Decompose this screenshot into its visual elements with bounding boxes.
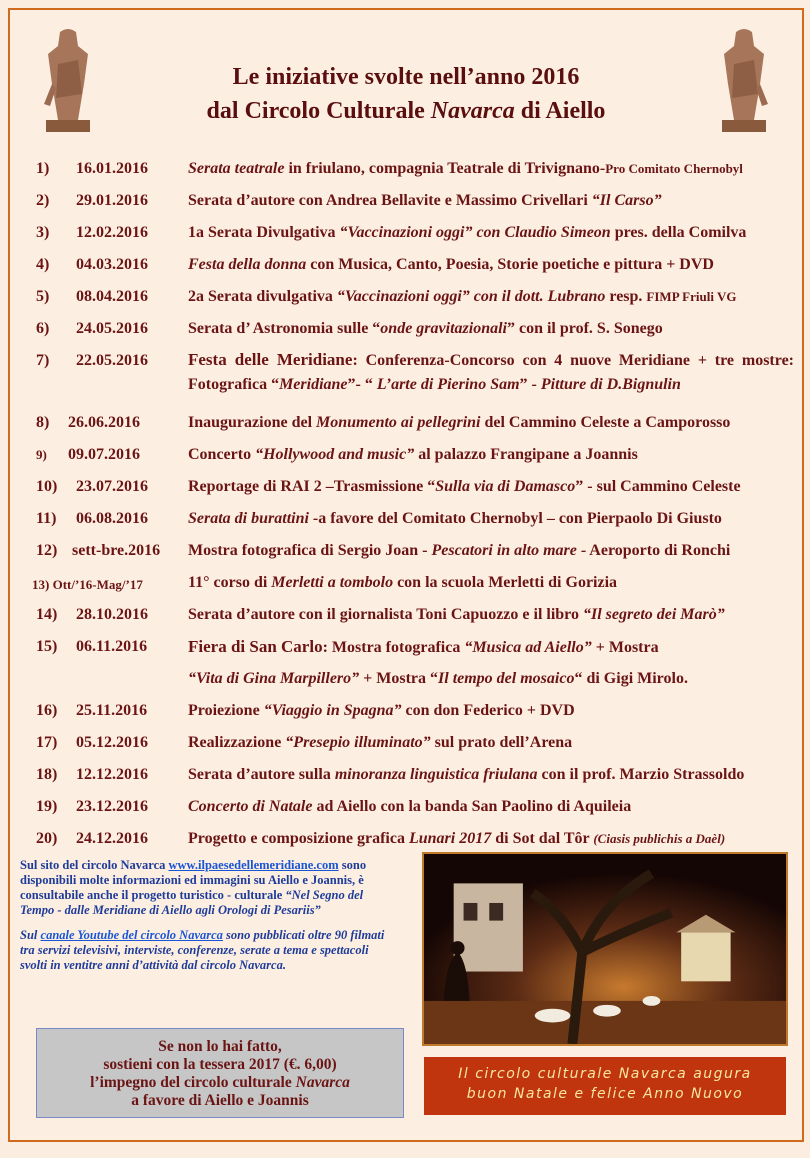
event-number: 16) (36, 702, 58, 719)
greeting-line-2: buon Natale e felice Anno Nuovo (466, 1086, 744, 1102)
event-row (20, 570, 794, 602)
event-description: Concerto “Hollywood and music” al palazzo Frangipane a Joannis (188, 446, 638, 463)
event-number: 19) (36, 798, 58, 815)
event-row (20, 730, 794, 762)
event-date: 04.03.2016 (76, 256, 148, 273)
event-row (20, 348, 794, 410)
event-date: 24.05.2016 (76, 320, 148, 337)
event-number: 10) (36, 478, 58, 495)
event-row (20, 220, 794, 252)
membership-line-1: Se non lo hai fatto, (158, 1038, 282, 1055)
event-date: 23.07.2016 (76, 478, 148, 495)
membership-line-2: sostieni con la tessera 2017 (€. 6,00) (103, 1056, 337, 1073)
event-row (20, 794, 794, 826)
event-row (20, 410, 794, 442)
event-row (20, 442, 794, 474)
event-row (20, 156, 794, 188)
event-description: Serata d’autore con il giornalista Toni Capuozzo e il libro “Il segreto dei Marò” (188, 606, 725, 623)
event-number: 9) (36, 447, 47, 462)
membership-line-4: a favore di Aiello e Joannis (131, 1092, 309, 1109)
event-date: 24.12.2016 (76, 830, 148, 847)
membership-box (36, 1028, 404, 1118)
event-date: 12.02.2016 (76, 224, 148, 241)
page-title (10, 60, 802, 128)
event-description: Serata di burattini -a favore del Comitato Chernobyl – con Pierpaolo Di Giusto (188, 510, 722, 527)
event-number: 14) (36, 606, 58, 623)
event-description: 1a Serata Divulgativa “Vaccinazioni oggi” con Claudio Simeon pres. della Comilva (188, 224, 747, 241)
event-date: 28.10.2016 (76, 606, 148, 623)
event-description: Serata d’ Astronomia sulle “onde gravitazionali” con il prof. S. Sonego (188, 320, 663, 337)
event-date: 29.01.2016 (76, 192, 148, 209)
info-block (20, 858, 390, 983)
greeting-box (424, 1057, 786, 1115)
title-line-1: Le iniziative svolte nell’anno 2016 (232, 64, 580, 90)
event-description: Proiezione “Viaggio in Spagna” con don Federico + DVD (188, 702, 575, 719)
event-row (20, 762, 794, 794)
event-row (20, 506, 794, 538)
event-row (20, 538, 794, 570)
event-description: Serata d’autore sulla minoranza linguistica friulana con il prof. Marzio Strassoldo (188, 766, 745, 783)
membership-line-3: l’impegno del circolo culturale Navarca (90, 1074, 350, 1091)
event-date: 06.08.2016 (76, 510, 148, 527)
event-date: 08.04.2016 (76, 288, 148, 305)
event-description: Concerto di Natale ad Aiello con la banda San Paolino di Aquileia (188, 798, 632, 815)
info-youtube-paragraph: Sul canale Youtube del circolo Navarca sono pubblicati oltre 90 filmati tra servizi televisivi, interviste, conferenze, serate a tema e spettacoli svolti in ventitre anni d’attività dal circolo Navarca. (20, 928, 385, 972)
project-title: “Nel Segno del Tempo - dalle Meridiane di Aiello agli Orologi di Pesariis” (20, 888, 364, 917)
event-number: 4) (36, 256, 50, 273)
event-number: 18) (36, 766, 58, 783)
event-number: 11) (36, 510, 57, 527)
event-date: 16.01.2016 (76, 160, 148, 177)
event-row (20, 252, 794, 284)
event-date: 25.11.2016 (76, 702, 148, 719)
events-list (20, 156, 794, 858)
website-link[interactable]: www.ilpaesedellemeridiane.com (168, 858, 339, 872)
event-description: Reportage di RAI 2 –Trasmissione “Sulla via di Damasco” - sul Cammino Celeste (188, 478, 741, 495)
event-number: 3) (36, 224, 50, 241)
event-description: Festa della donna con Musica, Canto, Poesia, Storie poetiche e pittura + DVD (188, 256, 714, 273)
event-description: Inaugurazione del Monumento ai pellegrini del Cammino Celeste a Camporosso (188, 414, 731, 431)
event-description: Fiera di San Carlo: Mostra fotografica “Musica ad Aiello” + Mostra (188, 637, 659, 656)
event-row (20, 188, 794, 220)
title-name: Navarca (430, 98, 515, 124)
event-description: Serata teatrale in friulano, compagnia Teatrale di Trivignano-Pro Comitato Chernobyl (188, 160, 743, 177)
event-date: sett-bre.2016 (72, 542, 161, 559)
event-row (20, 284, 794, 316)
event-number: 5) (36, 288, 50, 305)
event-date: 22.05.2016 (76, 352, 148, 369)
event-description: 2a Serata divulgativa “Vaccinazioni oggi” con il dott. Lubrano resp. FIMP Friuli VG (188, 288, 737, 305)
event-number: 15) (36, 638, 58, 655)
event-number: 8) (36, 414, 50, 431)
event-description: Serata d’autore con Andrea Bellavite e Massimo Crivellari “Il Carso” (188, 192, 662, 209)
event-description: “Vita di Gina Marpillero” + Mostra “Il tempo del mosaico“ di Gigi Mirolo. (188, 670, 688, 687)
event-description: Mostra fotografica di Sergio Joan - Pescatori in alto mare - Aeroporto di Ronchi (188, 542, 731, 559)
event-number: 20) (36, 830, 58, 847)
event-date: 09.07.2016 (68, 446, 140, 463)
event-description: Progetto e composizione grafica Lunari 2017 di Sot dal Tôr (Ciasis publichis a Daèl) (188, 830, 726, 847)
event-date: 05.12.2016 (76, 734, 148, 751)
event-number: 12) (36, 542, 58, 559)
page (8, 8, 804, 1142)
event-date: 06.11.2016 (76, 638, 148, 655)
event-row (20, 666, 794, 698)
event-description: Festa delle Meridiane: Conferenza-Concorso con 4 nuove Meridiane + tre mostre: Fotografica “Meridiane”- “ L’arte di Pierino Sam” - Pitture di D.Bignulin (188, 350, 794, 393)
event-date: 12.12.2016 (76, 766, 148, 783)
event-row (20, 698, 794, 730)
greeting-line-1: Il circolo culturale Navarca augura (458, 1066, 752, 1082)
event-row (20, 474, 794, 506)
event-number: 7) (36, 352, 50, 369)
event-date: 23.12.2016 (76, 798, 148, 815)
event-number: 2) (36, 192, 50, 209)
event-row (20, 316, 794, 348)
event-description: Realizzazione “Presepio illuminato” sul prato dell’Arena (188, 734, 573, 751)
event-row (20, 634, 794, 666)
event-description: 11° corso di Merletti a tombolo con la scuola Merletti di Gorizia (188, 574, 618, 591)
event-date: 26.06.2016 (68, 414, 140, 431)
title-line-2: dal Circolo Culturale Navarca di Aiello (206, 98, 606, 124)
event-number: 6) (36, 320, 50, 337)
nativity-photo (422, 852, 788, 1046)
event-number: 1) (36, 160, 50, 177)
event-row (20, 602, 794, 634)
event-number: 13) Ott/’16-Mag/’17 (32, 577, 143, 592)
youtube-link[interactable]: canale Youtube del circolo Navarca (40, 928, 223, 942)
info-website-paragraph: Sul sito del circolo Navarca www.ilpaesedellemeridiane.com sono disponibili molte informazioni ed immagini su Aiello e Joannis, è consultabile anche il progetto turistico - culturale “Nel Segno del Tempo - dalle Meridiane di Aiello agli Orologi di Pesariis” (20, 858, 367, 917)
event-number: 17) (36, 734, 58, 751)
